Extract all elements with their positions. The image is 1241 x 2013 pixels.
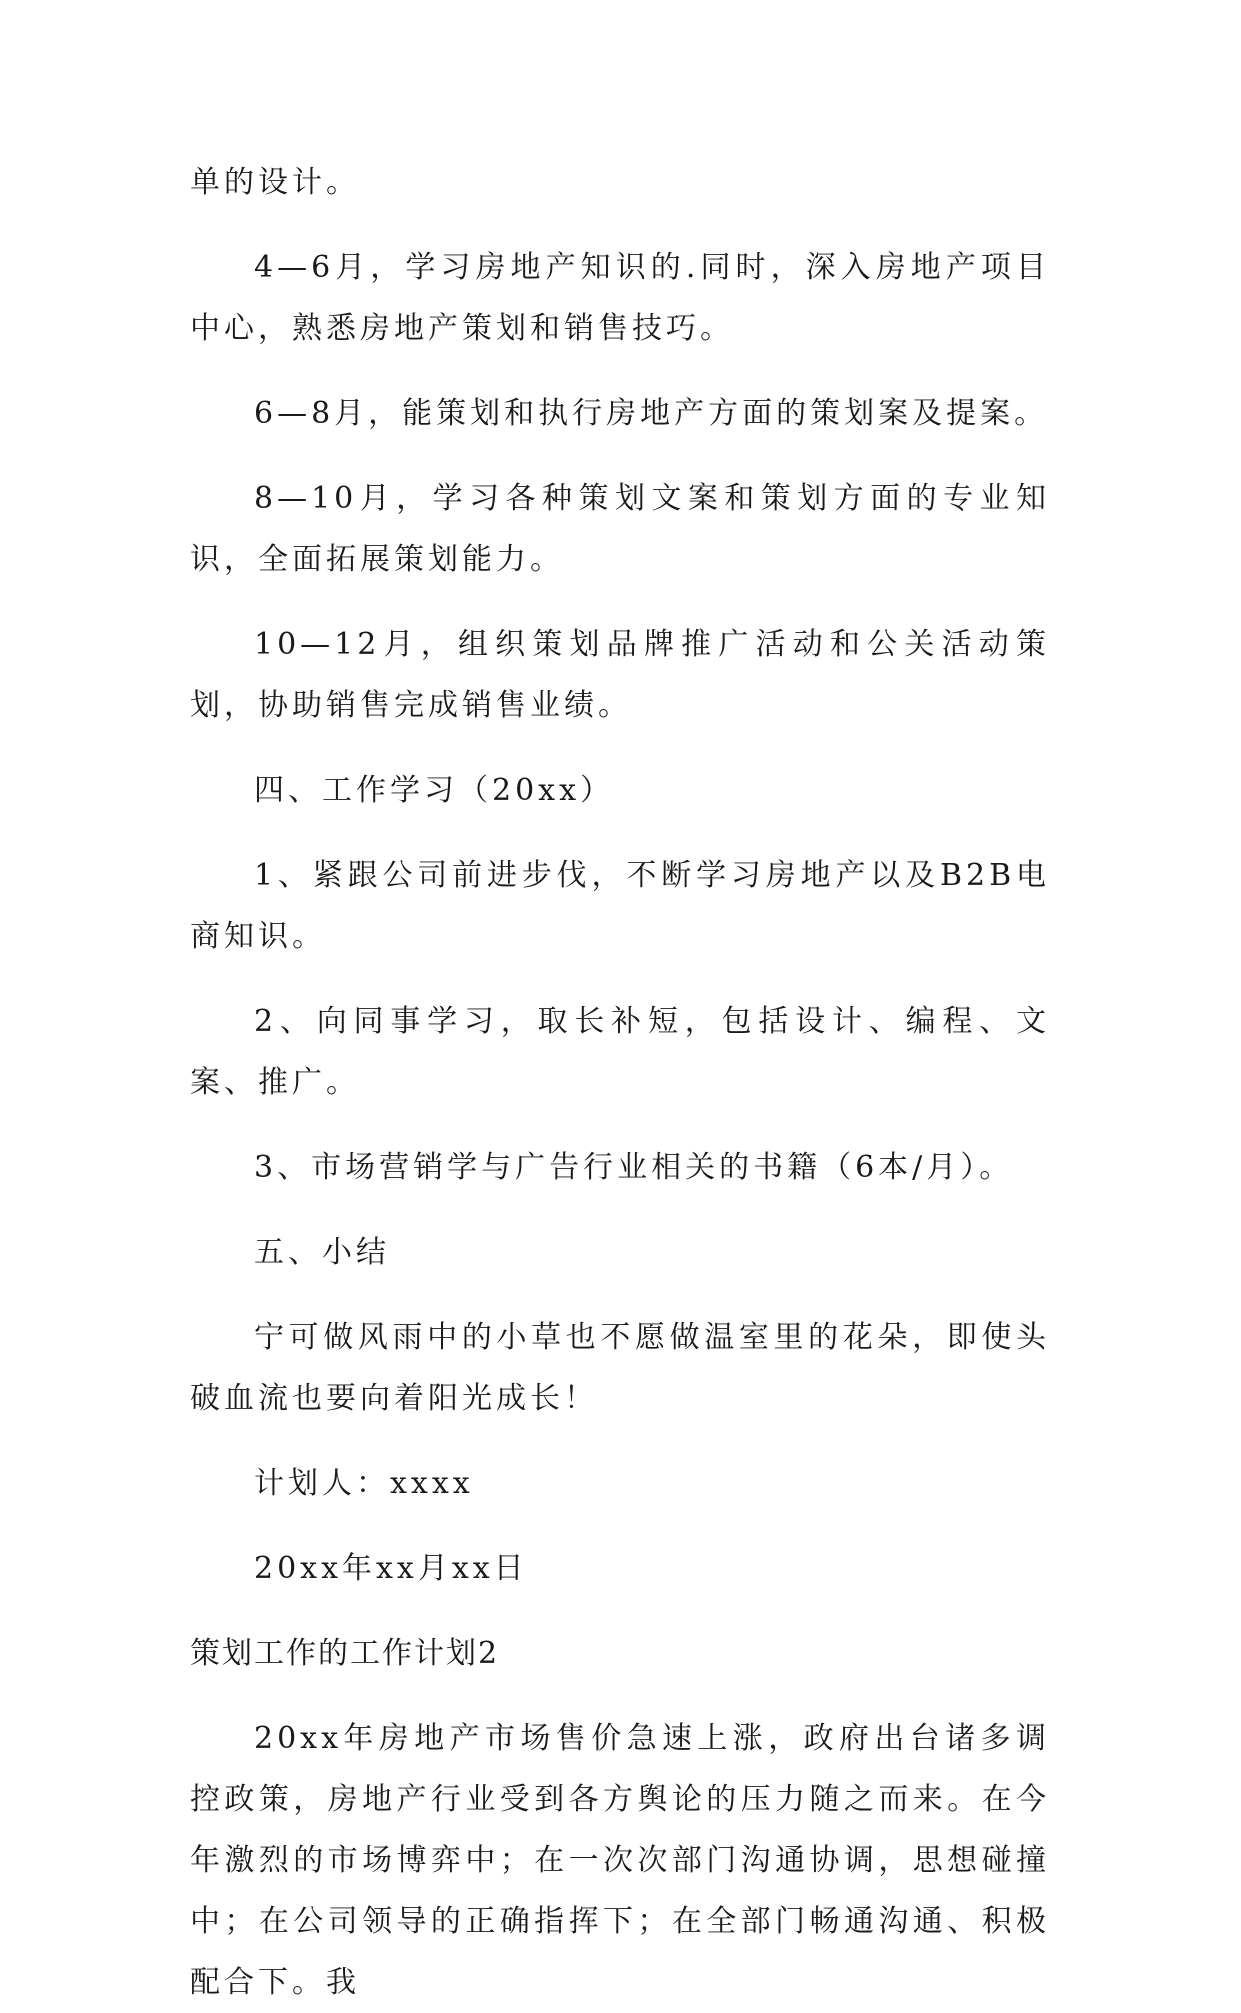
document-body — [190, 152, 1050, 2013]
paragraph-apr-jun: 4—6月，学习房地产知识的.同时，深入房地产项目中心，熟悉房地产策划和销售技巧。 — [190, 250, 1050, 346]
date-line: 20xx年xx月xx日 — [254, 1551, 528, 1586]
heading-work-study: 四、工作学习（20xx） — [254, 773, 615, 808]
summary-text: 宁可做风雨中的小草也不愿做温室里的花朵，即使头破血流也要向着阳光成长！ — [190, 1320, 1050, 1416]
planner-line: 计划人：xxxx — [254, 1466, 474, 1501]
paragraph-jun-aug: 6—8月，能策划和执行房地产方面的策划案及提案。 — [254, 396, 1049, 431]
paragraph-continuation: 单的设计。 — [190, 165, 360, 200]
section-title: 策划工作的工作计划2 — [190, 1636, 500, 1671]
final-paragraph: 20xx年房地产市场售价急速上涨，政府出台诸多调控政策，房地产行业受到各方舆论的压力随之而来。在今年激烈的市场博弈中；在一次次部门沟通协调，思想碰撞中；在公司领导的正确指挥下；在全部门畅通沟通、积极配合下。我 — [190, 1721, 1050, 2000]
paragraph-aug-oct: 8—10月，学习各种策划文案和策划方面的专业知识，全面拓展策划能力。 — [190, 481, 1050, 577]
list-item-1: 1、紧跟公司前进步伐，不断学习房地产以及B2B电商知识。 — [190, 858, 1050, 954]
list-item-3: 3、市场营销学与广告行业相关的书籍（6本/月）。 — [254, 1150, 1014, 1185]
list-item-2: 2、向同事学习，取长补短，包括设计、编程、文案、推广。 — [190, 1004, 1050, 1100]
paragraph-oct-dec: 10—12月，组织策划品牌推广活动和公关活动策划，协助销售完成销售业绩。 — [190, 627, 1050, 723]
heading-summary: 五、小结 — [254, 1235, 390, 1270]
